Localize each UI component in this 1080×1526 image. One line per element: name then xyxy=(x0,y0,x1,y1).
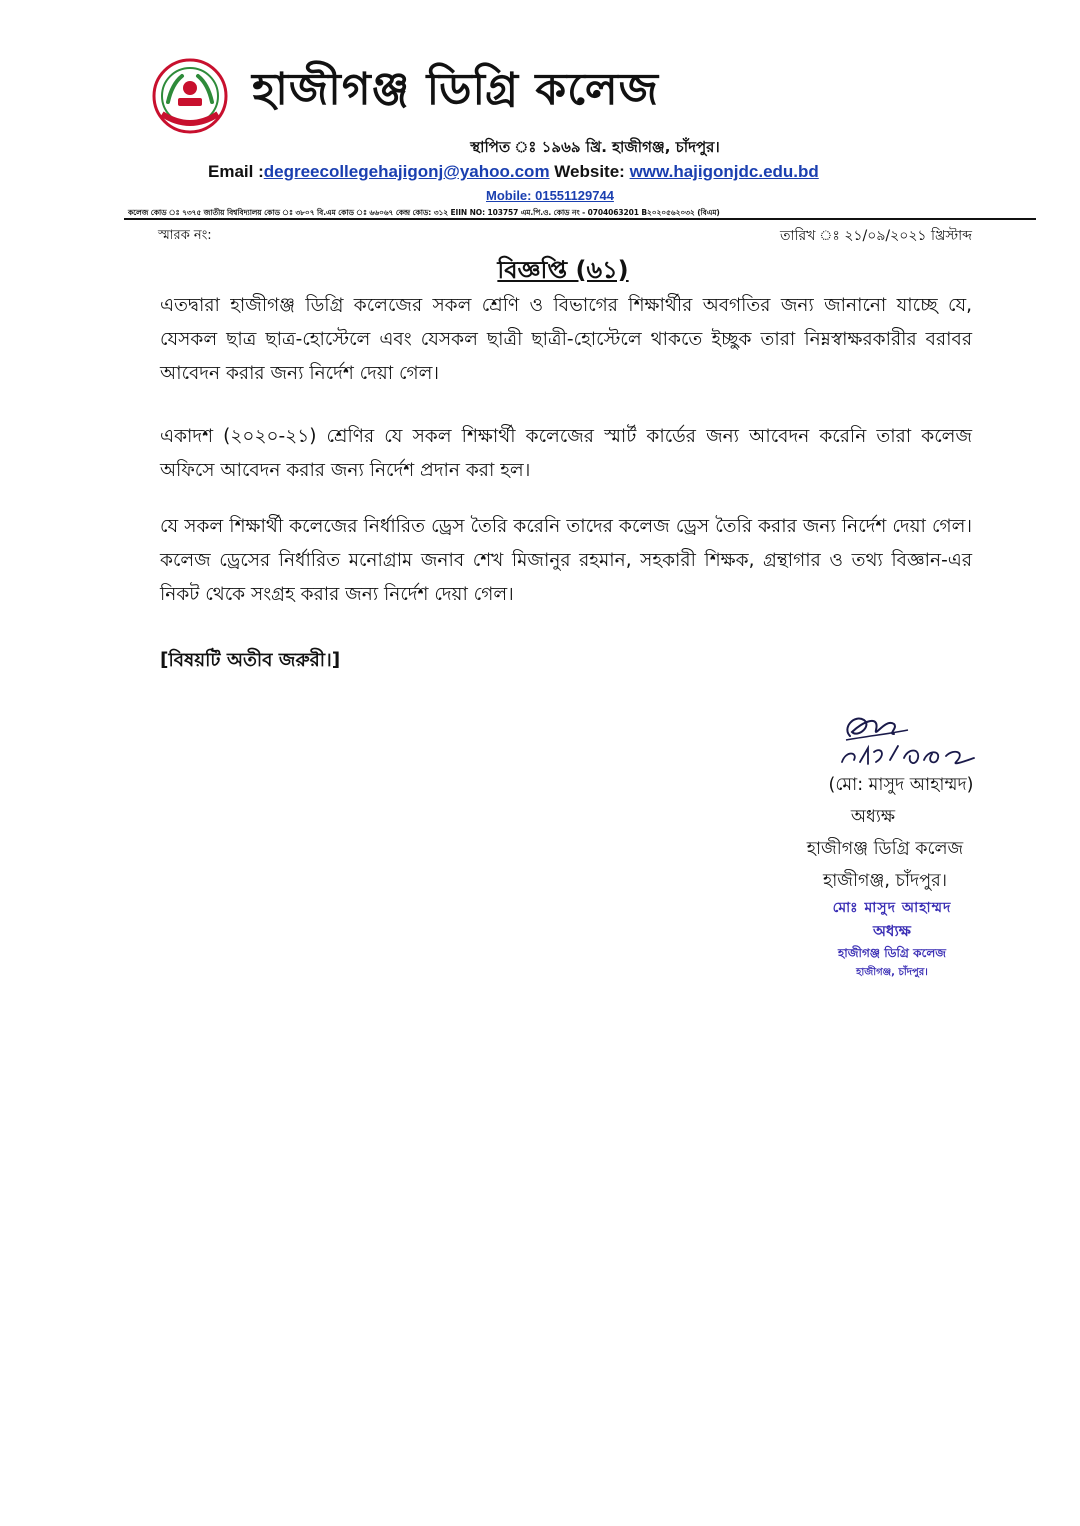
email-label: Email : xyxy=(208,162,264,181)
header-divider xyxy=(124,218,1036,220)
stamp-name: মোঃ মাসুদ আহাম্মদ xyxy=(832,900,952,916)
notice-urgent-note: [বিষয়টি অতীব জরুরী।] xyxy=(160,650,341,671)
college-name: হাজীগঞ্জ ডিগ্রি কলেজ xyxy=(252,64,660,115)
notice-title: বিজ্ঞপ্তি (৬১) xyxy=(497,256,629,284)
email-link[interactable]: degreecollegehajigonj@yahoo.com xyxy=(263,162,550,181)
notice-date: তারিখ ঃ ২১/০৯/২০২১ খ্রিস্টাব্দ xyxy=(779,228,972,244)
contact-line xyxy=(208,162,819,182)
notice-paragraph-dress: যে সকল শিক্ষার্থী কলেজের নির্ধারিত ড্রেস তৈরি করেনি তাদের কলেজ ড্রেস তৈরি করার জন্য নির্দেশ দেয়া গেল। কলেজ ড্রেসের নির্ধারিত মনোগ্রাম জনাব শেখ মিজানুর রহমান, সহকারী শিক্ষক, গ্রন্থাগার ও তথ্য বিজ্ঞান-এর নিকট থেকে সংগ্রহ করার জন্য নির্দেশ দেয়া গেল। xyxy=(160,516,972,605)
notice-paragraph-smart-card: একাদশ (২০২০-২১) শ্রেণির যে সকল শিক্ষার্থী কলেজের স্মার্ট কার্ডের জন্য আবেদন করেনি তারা কলেজ অফিসে আবেদন করার জন্য নির্দেশ প্রদান করা হল। xyxy=(160,426,972,481)
stamp-college: হাজীগঞ্জ ডিগ্রি কলেজ xyxy=(837,946,946,960)
notice-paragraph-hostel: এতদ্বারা হাজীগঞ্জ ডিগ্রি কলেজের সকল শ্রেণি ও বিভাগের শিক্ষার্থীর অবগতির জন্য জানানো যাচ্ছে যে, যেসকল ছাত্র ছাত্র-হোস্টেলে এবং যেসকল ছাত্রী ছাত্রী-হোস্টেলে থাকতে ইচ্ছুক তারা নিম্নস্বাক্ষরকারীর বরাবর আবেদন করার জন্য নির্দেশ দেয়া গেল। xyxy=(160,295,972,384)
stamp-address: হাজীগঞ্জ, চাঁদপুর। xyxy=(856,967,928,978)
institution-codes: কলেজ কোড ঃ ৭৩৭৫ জাতীয় বিশ্ববিদ্যালয় কোড ঃ ৩৮০৭ বি.এম কোড ঃ ৬৬০৬৭ কেন্দ্র কোড: ৩১২ EIIN NO: 103757 এম.পি.ও. কোড নং - 0704063201 B২০২০৫৬২০৩২ (বিএম) xyxy=(128,208,720,217)
website-label: Website: xyxy=(554,162,625,181)
memo-number-label: স্মারক নং: xyxy=(158,228,212,243)
website-link[interactable]: www.hajigonjdc.edu.bd xyxy=(629,162,819,181)
signatory-college: হাজীগঞ্জ ডিগ্রি কলেজ xyxy=(806,839,964,859)
stamp-title: অধ্যক্ষ xyxy=(873,922,911,940)
established-line: স্থাপিত ঃ ১৯৬৯ খ্রি. হাজীগঞ্জ, চাঁদপুর। xyxy=(470,138,720,156)
college-logo-icon xyxy=(152,58,228,134)
signatory-name: (মো: মাসুদ আহাম্মদ) xyxy=(828,775,974,795)
signatory-title: অধ্যক্ষ xyxy=(850,807,896,827)
official-seal-stamp xyxy=(772,896,1012,982)
mobile-number: Mobile: 01551129744 xyxy=(486,188,614,203)
signatory-address: হাজীগঞ্জ, চাঁদপুর। xyxy=(823,871,947,891)
handwritten-signature xyxy=(828,700,1008,770)
